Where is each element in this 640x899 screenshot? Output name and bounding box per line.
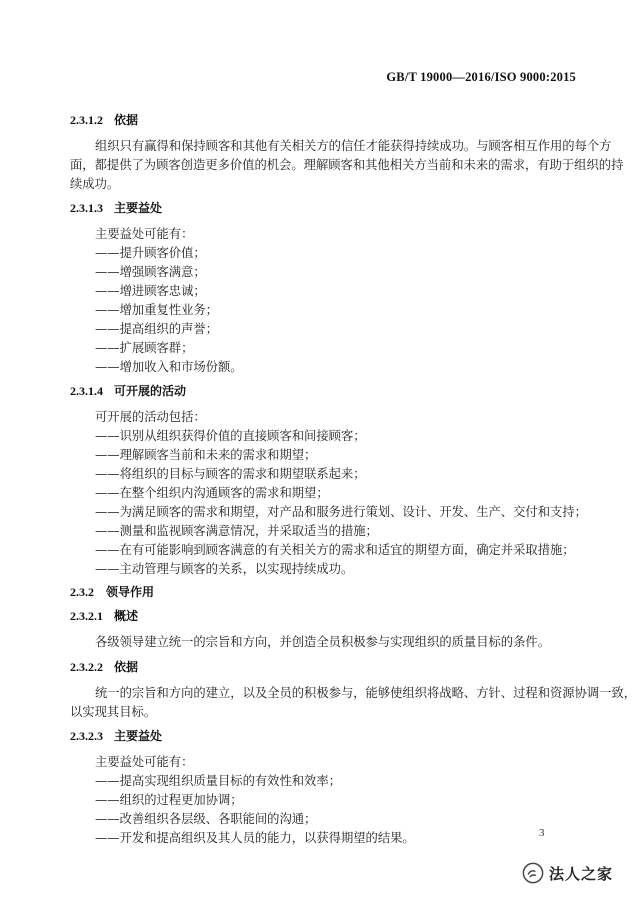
paragraph-line: 以实现其目标。 [70, 705, 157, 719]
watermark-text: 法人之家 [549, 864, 614, 883]
list-item: ——增加收入和市场份额。 [95, 360, 243, 374]
section-heading-2-3-2-1 [70, 607, 138, 624]
section-title: 领导作用 [106, 585, 155, 599]
section-number: 2.3.1.4 [70, 384, 103, 398]
list-intro: 可开展的活动包括： [95, 410, 206, 424]
page-number: 3 [539, 827, 545, 839]
section-heading-2-3-1-4 [70, 382, 186, 399]
document-header: GB/T 19000—2016/ISO 9000:2015 [386, 70, 576, 84]
list-item: ——扩展顾客群； [95, 341, 194, 355]
list-intro: 主要益处可能有： [95, 755, 194, 769]
list-item: ——组织的过程更加协调； [95, 793, 243, 807]
section-number: 2.3.2.1 [70, 609, 103, 623]
section-number: 2.3.1.3 [70, 201, 103, 215]
section-title: 依据 [114, 660, 139, 674]
list-item: ——理解顾客当前和未来的需求和期望； [95, 448, 317, 462]
section-heading-2-3-2-2 [70, 658, 138, 675]
list-item: ——在整个组织内沟通顾客的需求和期望； [95, 486, 329, 500]
section-title: 依据 [114, 113, 139, 127]
list-item: ——将组织的目标与顾客的需求和期望联系起来； [95, 467, 366, 481]
paragraph-line: 续成功。 [70, 177, 120, 191]
list-item: ——为满足顾客的需求和期望，对产品和服务进行策划、设计、开发、生产、交付和支持； [95, 505, 587, 519]
wechat-icon [522, 862, 544, 884]
list-item: ——主动管理与顾客的关系，以实现持续成功。 [95, 562, 354, 576]
list-item: ——在有可能影响到顾客满意的有关相关方的需求和适宜的期望方面，确定并采取措施； [95, 543, 575, 557]
section-heading-2-3-2 [70, 583, 154, 600]
list-item: ——提升顾客价值； [95, 246, 206, 260]
list-item: ——测量和监视顾客满意情况，并采取适当的措施； [95, 524, 378, 538]
paragraph-line: 组织只有赢得和保持顾客和其他有关相关方的信任才能获得持续成功。与顾客相互作用的每个方 [95, 139, 612, 153]
section-number: 2.3.2.2 [70, 660, 103, 674]
watermark [522, 862, 613, 884]
section-title: 概述 [114, 609, 139, 623]
section-heading-2-3-1-2 [70, 111, 138, 128]
paragraph-line: 面，都提供了为顾客创造更多价值的机会。理解顾客和其他相关方当前和未来的需求，有助于组织的持 [70, 158, 624, 172]
section-heading-2-3-1-3 [70, 199, 162, 216]
list-item: ——开发和提高组织及其人员的能力，以获得期望的结果。 [95, 831, 415, 845]
section-heading-2-3-2-3 [70, 727, 162, 744]
section-number: 2.3.2 [70, 585, 94, 599]
paragraph-line: 各级领导建立统一的宗旨和方向，并创造全员积极参与实现组织的质量目标的条件。 [95, 635, 550, 649]
list-item: ——改善组织各层级、各职能间的沟通； [95, 812, 317, 826]
list-item: ——增强顾客满意； [95, 265, 206, 279]
section-title: 可开展的活动 [114, 384, 187, 398]
section-number: 2.3.1.2 [70, 113, 103, 127]
list-item: ——提高实现组织质量目标的有效性和效率； [95, 774, 341, 788]
list-item: ——提高组织的声誉； [95, 322, 218, 336]
section-number: 2.3.2.3 [70, 729, 103, 743]
section-title: 主要益处 [114, 729, 163, 743]
list-item: ——增进顾客忠诚； [95, 284, 206, 298]
list-intro: 主要益处可能有： [95, 227, 194, 241]
list-item: ——识别从组织获得价值的直接顾客和间接顾客； [95, 429, 366, 443]
section-title: 主要益处 [114, 201, 163, 215]
list-item: ——增加重复性业务； [95, 303, 218, 317]
paragraph-line: 统一的宗旨和方向的建立，以及全员的积极参与，能够使组织将战略、方针、过程和资源协调一致， [95, 686, 637, 700]
